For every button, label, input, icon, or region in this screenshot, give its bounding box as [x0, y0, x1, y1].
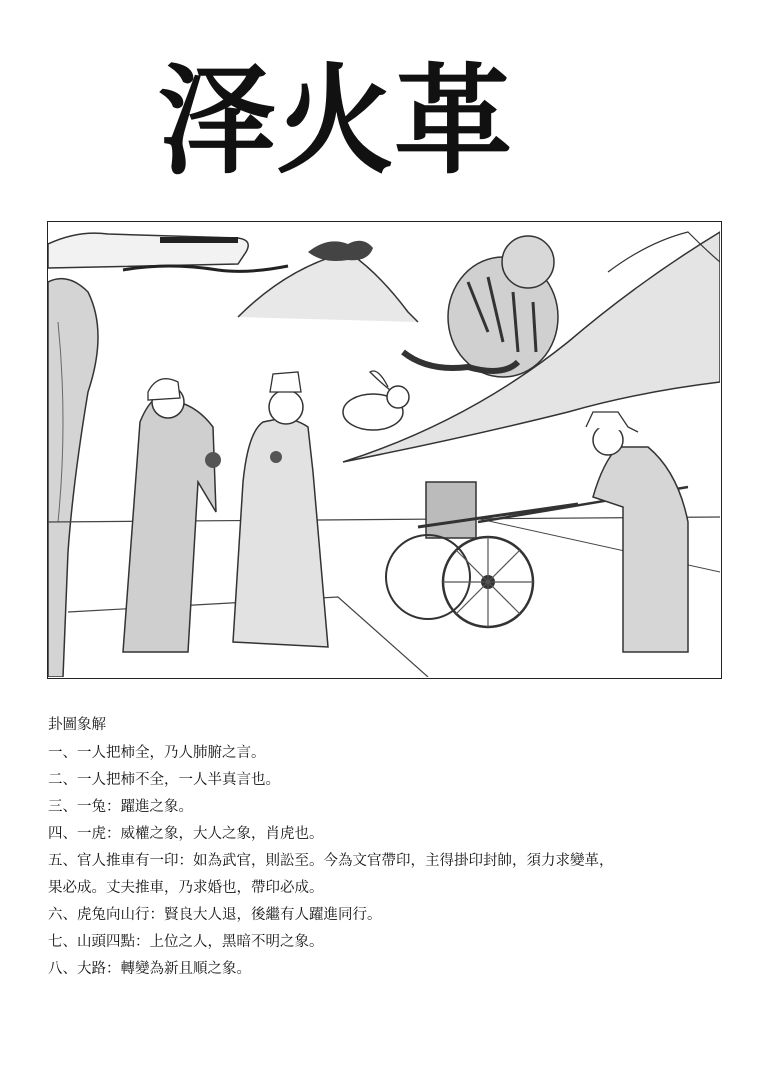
- man-with-persimmon: [123, 379, 221, 652]
- legend-line: 二、一人把柿不全，一人半真言也。: [48, 772, 280, 788]
- legend-line: 一、一人把柿全，乃人肺腑之言。: [48, 745, 266, 761]
- legend-line: 七、山頭四點：上位之人，黑暗不明之象。: [48, 934, 324, 950]
- tree: [48, 279, 98, 677]
- legend: [48, 712, 738, 983]
- legend-line: 三、一兔：躍進之象。: [48, 799, 193, 815]
- man-pushing-cart: [586, 412, 688, 652]
- hexagram-illustration: [47, 221, 722, 679]
- legend-heading: 卦圖象解: [48, 717, 106, 733]
- legend-line: 八、大路：轉變為新且順之象。: [48, 961, 251, 977]
- legend-line: 六、虎兔向山行：賢良大人退，後繼有人躍進同行。: [48, 907, 382, 923]
- legend-line: 果必成。丈夫推車，乃求婚也，帶印必成。: [48, 880, 324, 896]
- tiger: [403, 236, 558, 377]
- cloud-band: [48, 233, 288, 271]
- official-with-persimmon: [233, 372, 328, 647]
- rabbit: [343, 371, 409, 430]
- page-title: 泽火革: [158, 52, 513, 190]
- legend-line: 四、一虎：威權之象，大人之象，肖虎也。: [48, 826, 324, 842]
- legend-line: 五、官人推車有一印：如為武官，則訟至。今為文官帶印，主得掛印封帥，須力求變革，: [48, 853, 614, 869]
